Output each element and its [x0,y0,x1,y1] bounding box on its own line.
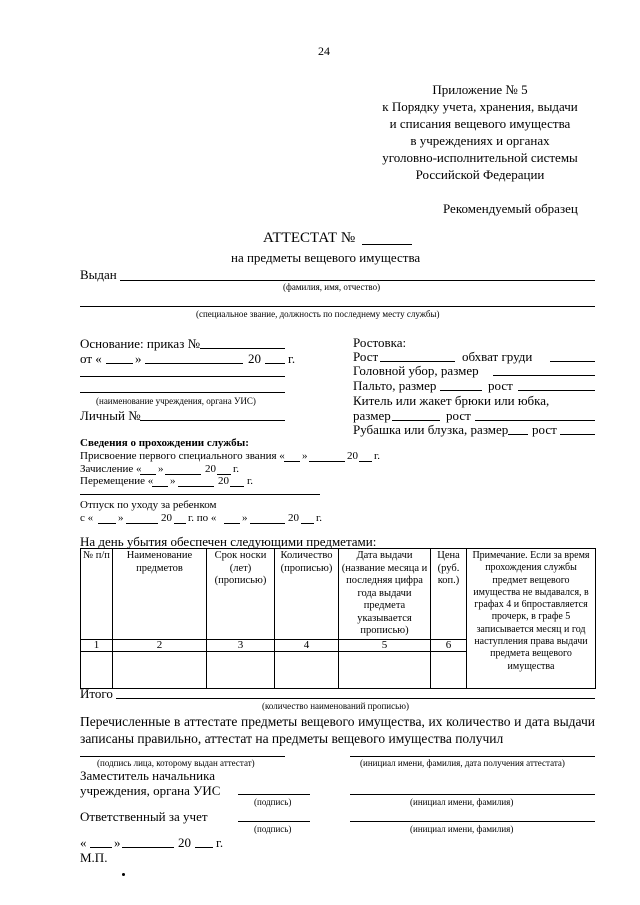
from-day-line [106,363,133,364]
enroll-year-suffix: г. [233,463,240,475]
appendix-line: к Порядку учета, хранения, выдачи [382,99,578,114]
leave-label: Отпуск по уходу за ребенком [80,499,217,511]
attestat-title: АТТЕСТАТ № [263,230,356,246]
coat-height-line [518,390,595,391]
move-year-suffix: г. [247,475,254,487]
date-open-quote: « [80,835,87,850]
column-number: 1 [81,639,113,651]
hat-label: Головной убор, размер [353,363,479,378]
appendix-line: Приложение № 5 [432,82,528,97]
hint-institution: (наименование учреждения, органа УИС) [96,396,256,406]
from-label: от « [80,351,102,366]
shirt-height-label: рост [532,422,557,437]
enroll-mid: » [158,463,164,475]
from-month-line [145,363,243,364]
attestat-subtitle: на предметы вещевого имущества [231,250,421,265]
hint-recipient-signature: (подпись лица, которому выдан аттестат) [97,758,255,768]
hat-line [493,375,595,376]
header-cell-note: Примечание. Если за время прохождения службы предмет вещевого имущества не выдавался, в графах 4 и 6проставляется прочерк, в графе 5 записывается месяц и год наступления права выдачи предмета вещевого имущества [467,549,596,689]
table-cell[interactable] [275,651,339,688]
jacket-size-label: размер [353,408,391,423]
from-year-line [265,363,285,364]
from-year: 20 [248,351,261,366]
leave-to-year: 20 [288,512,299,524]
shirt-height-line [560,434,595,435]
header-cell-name: Наименование предметов [113,549,207,640]
institution-line-1 [80,376,285,377]
recipient-signature-line [80,756,285,757]
first-rank-month-line [309,461,345,462]
leave-from-day-line [98,523,116,524]
deputy-line-1: Заместитель начальника [80,768,215,783]
deputy-signature-line [238,794,310,795]
leave-to-year-suffix: г. [316,512,323,524]
first-rank-year-line [359,461,372,462]
recipient-name-line [350,756,595,757]
page-number: 24 [318,44,330,58]
height-label: Рост [353,349,379,364]
issued-line [120,280,595,281]
hint-deputy-signature: (подпись) [254,797,292,807]
table-cell[interactable] [113,651,207,688]
responsible-label: Ответственный за учет [80,809,208,824]
shirt-size-line [508,434,528,435]
first-rank-mid: » [302,450,308,462]
first-rank-year-suffix: г. [374,450,381,462]
total-label: Итого [80,686,113,701]
hint-full-name: (фамилия, имя, отчество) [283,282,381,292]
first-rank-day-line [284,461,300,462]
table-cell[interactable] [339,651,431,688]
leave-to-month-line [250,523,285,524]
hint-deputy-name: (инициал имени, фамилия) [410,797,514,807]
rank-line [80,306,595,307]
leave-from-year: 20 [161,512,172,524]
move-year-line [230,486,244,487]
deputy-name-line [350,794,595,795]
personal-number-label: Личный № [80,408,141,423]
column-number: 4 [275,639,339,651]
appendix-line: и списания вещевого имущества [389,116,571,131]
header-cell-issue-date: Дата выдачи (название месяца и последняя цифра года выдачи предмета указывается прописью) [339,549,431,640]
coat-line [440,390,482,391]
issued-label: Выдан [80,267,117,282]
coat-height-label: рост [488,378,513,393]
leave-to-mid: » [242,512,248,524]
header-cell-price: Цена (руб. коп.) [431,549,467,640]
move-month-line [178,486,214,487]
responsible-name-line [350,821,595,822]
header-cell-term: Срок носки (лет) (прописью) [207,549,275,640]
appendix-line: уголовно-исполнительной системы [382,150,578,165]
leave-from-label: с « [80,512,94,524]
items-table [80,548,596,689]
institution-line-2 [80,392,285,393]
sizes-header: Ростовка: [353,335,407,350]
order-label: Основание: приказ № [80,336,200,351]
date-day-line [90,847,112,848]
total-line [116,698,595,699]
header-cell-number: № п/п [81,549,113,640]
deputy-line-2: учреждения, органа УИС [80,783,221,798]
enroll-year: 20 [205,463,216,475]
chest-label: обхват груди [462,349,533,364]
column-number: 3 [207,639,275,651]
table-cell[interactable] [431,651,467,688]
stray-dot [122,873,125,876]
personal-number-line [140,420,285,421]
date-month-line [122,847,174,848]
leave-from-year-line [174,523,186,524]
appendix-block [350,81,610,183]
column-number: 5 [339,639,431,651]
attestat-number-line [362,244,412,245]
from-mid: » [135,351,142,366]
hint-responsible-name: (инициал имени, фамилия) [410,824,514,834]
jacket-label: Китель или жакет брюки или юбка, [353,393,550,408]
move-year: 20 [218,475,229,487]
date-year: 20 [178,835,191,850]
service-divider-line [80,494,320,495]
appendix-line: Российской Федерации [415,167,545,182]
table-cell[interactable] [207,651,275,688]
column-number: 6 [431,639,467,651]
first-rank-year: 20 [347,450,358,462]
hint-recipient-name: (инициал имени, фамилия, дата получения аттестата) [360,758,565,768]
date-year-line [195,847,213,848]
hint-rank: (специальное звание, должность по последнему месту службы) [196,309,440,319]
leave-to-year-line [301,523,314,524]
jacket-size-line [392,420,440,421]
table-header-row [81,549,596,640]
hint-total: (количество наименований прописью) [262,701,409,711]
height-line [380,361,455,362]
service-header: Сведения о прохождении службы: [80,437,249,449]
hint-responsible-signature: (подпись) [254,824,292,834]
coat-label: Пальто, размер [353,378,437,393]
first-rank-label: Присвоение первого специального звания « [80,450,285,462]
leave-from-mid: » [118,512,124,524]
shirt-label: Рубашка или блузка, размер [353,422,509,437]
appendix-line: в учреждениях и органах [410,133,550,148]
date-year-suffix: г. [216,835,224,850]
sample-label: Рекомендуемый образец [443,201,578,216]
order-line [200,348,285,349]
enroll-label: Зачисление « [80,463,142,475]
stamp-label: М.П. [80,850,108,865]
move-label: Перемещение « [80,475,154,487]
statement-line-1: Перечисленные в аттестате предметы вещевого имущества, их количество и дата выдачи [80,714,595,729]
leave-to-label: г. по « [188,512,217,524]
date-mid-quote: » [114,835,121,850]
column-number: 2 [113,639,207,651]
table-caption: На день убытия обеспечен следующими предметами: [80,534,377,549]
responsible-signature-line [238,821,310,822]
from-year-suffix: г. [288,351,296,366]
chest-line [550,361,595,362]
leave-to-day-line [224,523,240,524]
jacket-height-line [475,420,595,421]
move-day-line [152,486,168,487]
jacket-height-label: рост [446,408,471,423]
statement-line-2: записаны правильно, аттестат на предметы вещевого имущества получил [80,731,504,746]
table-cell[interactable] [81,651,113,688]
move-mid: » [170,475,176,487]
header-cell-quantity: Количество (прописью) [275,549,339,640]
leave-from-month-line [126,523,158,524]
